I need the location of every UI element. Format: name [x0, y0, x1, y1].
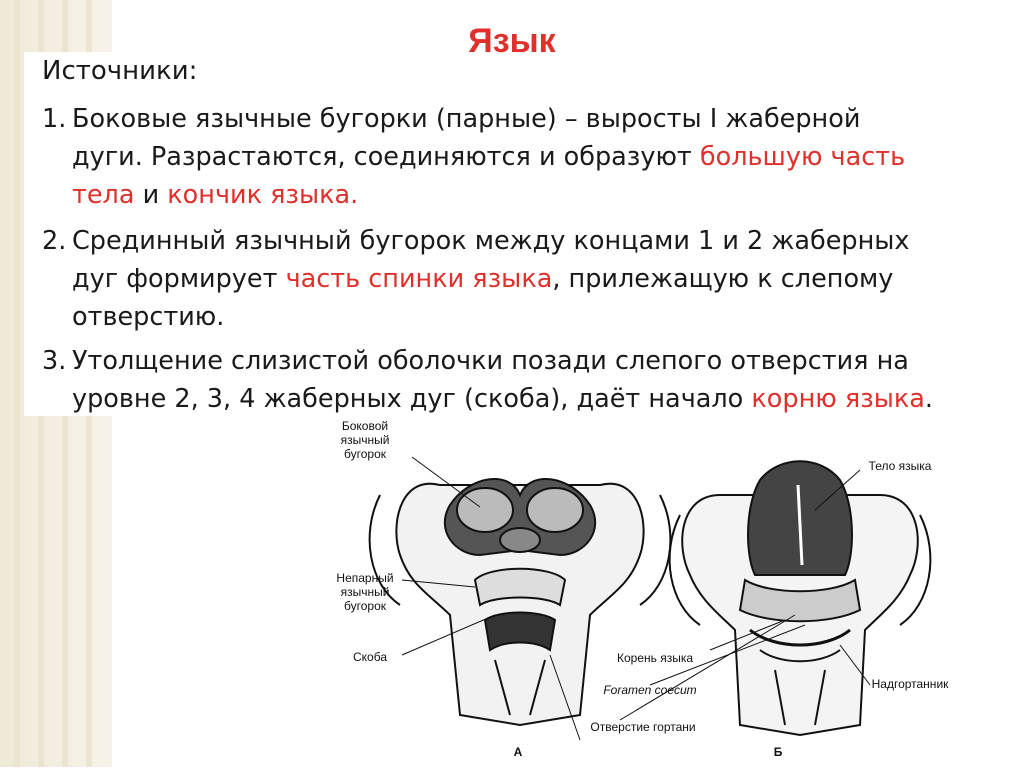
item-text: . — [924, 384, 933, 414]
label-text: Боковой язычный бугорок — [340, 419, 390, 461]
list-item-2 — [42, 222, 987, 336]
item-text: дуги. Разрастаются, соединяются и образуют — [72, 142, 700, 172]
label-panel-a: А — [513, 745, 523, 759]
slide-title: Язык — [468, 22, 556, 60]
item-number: 3. — [42, 346, 67, 376]
list-item-1 — [42, 100, 987, 214]
label-larynx-opening: Отверстие гортани — [590, 720, 696, 734]
item-text: и — [134, 180, 168, 210]
item-text: дуг формирует — [72, 264, 286, 294]
highlight-text: корню языка — [751, 384, 925, 414]
label-panel-b: Б — [773, 745, 783, 759]
item-line — [42, 176, 987, 214]
label-foramen: Foramen coecum — [603, 683, 697, 697]
item-number: 1. — [42, 104, 67, 134]
highlight-text: тела — [72, 180, 135, 210]
label-unpaired-bud — [320, 571, 410, 613]
item-text: , прилежащую к слепому — [552, 264, 894, 294]
item-line — [42, 138, 987, 176]
label-epiglottis: Надгортанник — [871, 677, 949, 691]
item-text: Утолщение слизистой оболочки позади слепого отверстия на — [72, 346, 909, 376]
item-text: Боковые язычные бугорки (парные) – выросты I жаберной — [72, 104, 861, 134]
label-text: Непарный язычный бугорок — [336, 571, 394, 613]
highlight-text: часть спинки языка — [285, 264, 553, 294]
highlight-text: кончик языка. — [167, 180, 359, 210]
item-line: отверстию. — [72, 302, 225, 332]
stripe-line — [14, 0, 20, 767]
highlight-text: большую часть — [699, 142, 906, 172]
item-number: 2. — [42, 226, 67, 256]
item-text: Срединный язычный бугорок между концами 1 и 2 жаберных — [72, 226, 910, 256]
label-copula: Скоба — [353, 650, 387, 664]
sources-label: Источники: — [42, 56, 198, 86]
item-line — [42, 260, 987, 298]
label-tongue-body: Тело языка — [868, 459, 932, 473]
item-line — [42, 380, 987, 418]
item-text: уровне 2, 3, 4 жаберных дуг (скоба), даёт начало — [72, 384, 752, 414]
label-tongue-root: Корень языка — [616, 651, 694, 665]
tongue-development-figure — [320, 415, 980, 765]
label-lateral-bud — [320, 419, 410, 461]
list-item-3 — [42, 342, 987, 418]
